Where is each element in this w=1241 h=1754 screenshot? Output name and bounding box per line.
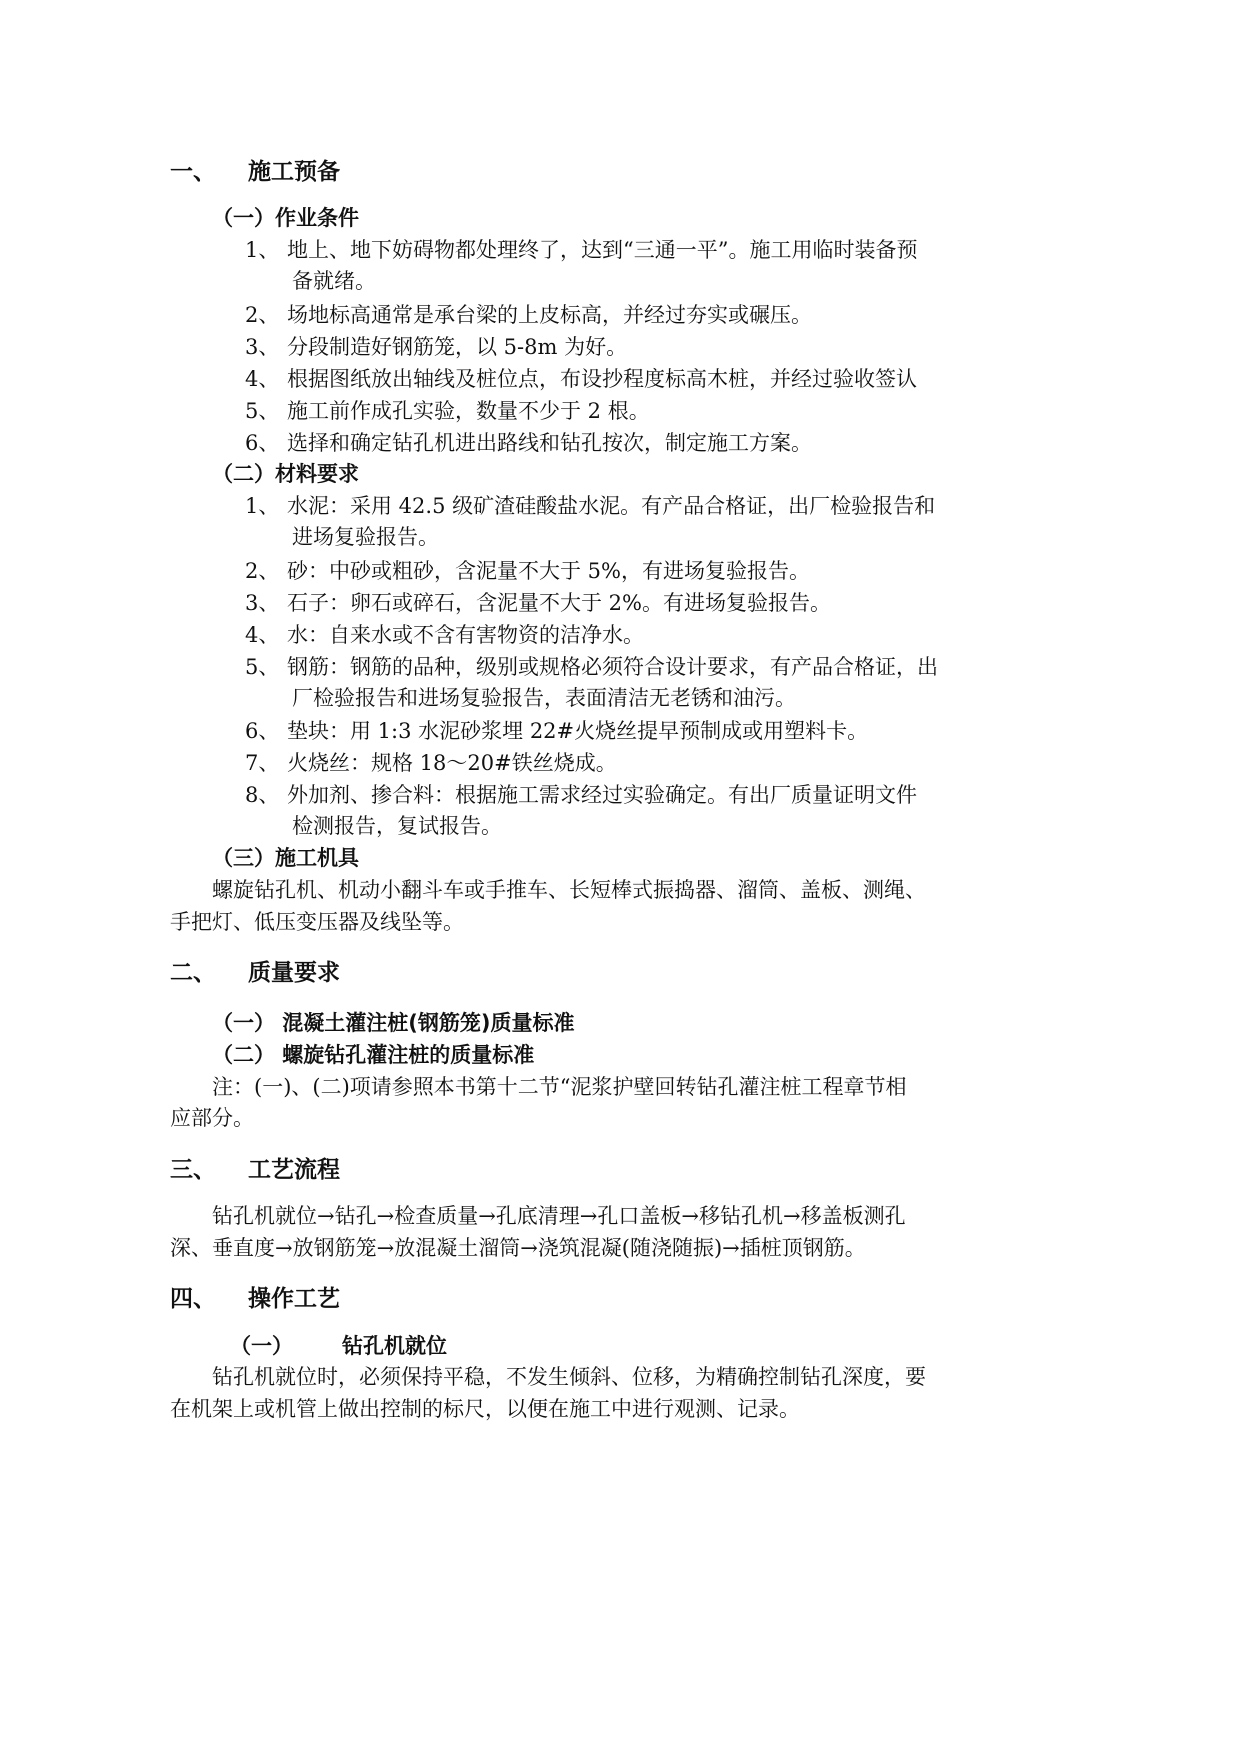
list-text: 施工前作成孔实验，数量不少于 2 根。 [287, 399, 650, 423]
list-number: 4、 [245, 367, 280, 391]
list-text: 根据图纸放出轴线及桩位点，布设抄程度标高木桩，并经过验收签认 [287, 367, 917, 391]
list-number: 4、 [245, 623, 280, 647]
list-number: 2、 [245, 303, 280, 327]
list-text: 外加剂、掺合料：根据施工需求经过实验确定。有出厂质量证明文件 [287, 783, 917, 807]
list-number: 1、 [245, 238, 280, 262]
section-number: 一、 [170, 159, 216, 185]
list-text-continued: 检测报告，复试报告。 [292, 814, 502, 838]
section-number: 四、 [170, 1286, 216, 1312]
list-text-continued: 厂检验报告和进场复验报告，表面清洁无老锈和油污。 [292, 686, 796, 710]
list-number: 2、 [245, 559, 280, 583]
list-text: 砂：中砂或粗砂，含泥量不大于 5%，有进场复验报告。 [287, 559, 810, 583]
list-number: 6、 [245, 431, 280, 455]
list-text: 选择和确定钻孔机进出路线和钻孔按次，制定施工方案。 [287, 431, 812, 455]
list-text: 钢筋：钢筋的品种，级别或规格必须符合设计要求，有产品合格证，出 [287, 655, 938, 679]
paragraph-line: 钻孔机就位→钻孔→检查质量→孔底清理→孔口盖板→移钻孔机→移盖板测孔 [212, 1204, 906, 1228]
section-number: 三、 [170, 1157, 216, 1183]
note-line: 应部分。 [170, 1106, 254, 1130]
note-line: 注：(一)、(二)项请参照本书第十二节“泥浆护壁回转钻孔灌注桩工程章节相 [212, 1075, 907, 1099]
section-title: 工艺流程 [248, 1157, 340, 1183]
subsection-heading: （三）施工机具 [212, 846, 359, 870]
subsection-number: （一） [230, 1334, 293, 1358]
subsection-heading: （一）作业条件 [212, 206, 359, 230]
list-number: 3、 [245, 591, 280, 615]
subsection-heading: （一） 混凝土灌注桩(钢筋笼)质量标准 [212, 1011, 575, 1035]
list-number: 7、 [245, 751, 280, 775]
subsection-heading: （二）材料要求 [212, 462, 359, 486]
paragraph-line: 螺旋钻孔机、机动小翻斗车或手推车、长短棒式振捣器、溜筒、盖板、测绳、 [212, 878, 926, 902]
list-text: 垫块：用 1:3 水泥砂浆埋 22#火烧丝提早预制成或用塑料卡。 [287, 719, 869, 743]
list-number: 1、 [245, 494, 280, 518]
subsection-title: 钻孔机就位 [342, 1334, 447, 1358]
list-text: 水：自来水或不含有害物资的洁净水。 [287, 623, 644, 647]
section-number: 二、 [170, 960, 216, 986]
list-text: 场地标高通常是承台梁的上皮标高，并经过夯实或碾压。 [287, 303, 812, 327]
list-text: 地上、地下妨碍物都处理终了，达到“三通一平”。施工用临时装备预 [287, 238, 918, 262]
list-text: 石子：卵石或碎石，含泥量不大于 2%。有进场复验报告。 [287, 591, 831, 615]
list-text: 火烧丝：规格 18～20#铁丝烧成。 [287, 751, 617, 775]
list-number: 5、 [245, 655, 280, 679]
list-number: 5、 [245, 399, 280, 423]
list-text: 分段制造好钢筋笼，以 5-8m 为好。 [287, 335, 628, 359]
paragraph-line: 在机架上或机管上做出控制的标尺，以便在施工中进行观测、记录。 [170, 1397, 800, 1421]
section-title: 施工预备 [248, 159, 340, 185]
subsection-heading: （二） 螺旋钻孔灌注桩的质量标准 [212, 1043, 535, 1067]
list-text-continued: 备就绪。 [292, 269, 376, 293]
list-number: 3、 [245, 335, 280, 359]
paragraph-line: 深、垂直度→放钢筋笼→放混凝土溜筒→浇筑混凝(随浇随振)→插桩顶钢筋。 [170, 1236, 866, 1260]
list-number: 8、 [245, 783, 280, 807]
paragraph-line: 手把灯、低压变压器及线坠等。 [170, 910, 464, 934]
paragraph-line: 钻孔机就位时，必须保持平稳，不发生倾斜、位移，为精确控制钻孔深度，要 [212, 1365, 926, 1389]
list-text: 水泥：采用 42.5 级矿渣硅酸盐水泥。有产品合格证，出厂检验报告和 [287, 494, 936, 518]
list-text-continued: 进场复验报告。 [292, 525, 439, 549]
section-title: 操作工艺 [248, 1286, 340, 1312]
section-title: 质量要求 [248, 960, 340, 986]
list-number: 6、 [245, 719, 280, 743]
